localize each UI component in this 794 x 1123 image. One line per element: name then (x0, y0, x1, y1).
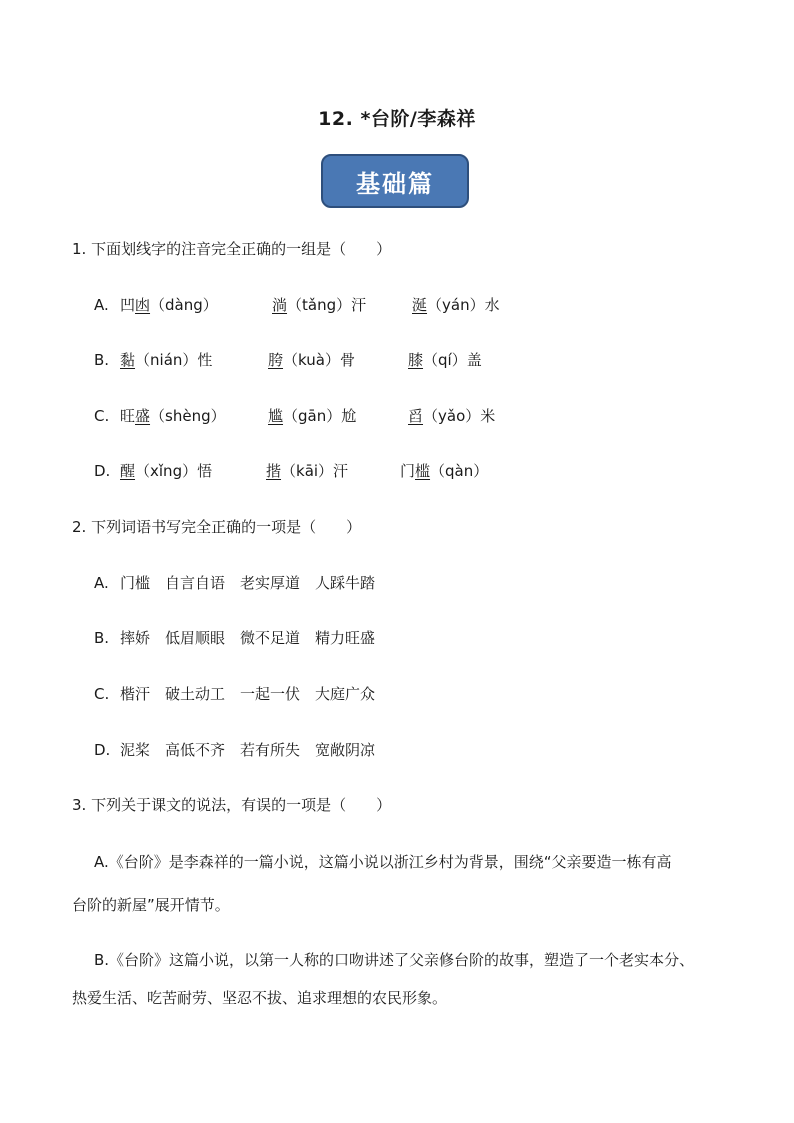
option-text: 摔娇 低眉顺眼 微不足道 精力旺盛 (120, 629, 376, 647)
q3-option-a-line2: 台阶的新屋”展开情节。 (72, 896, 230, 914)
option-item: 淌（tǎng）汗 (272, 296, 367, 314)
section-banner: 基础篇 (321, 154, 469, 208)
option-item: 涎（yán）水 (412, 296, 500, 314)
option-label: B. (94, 629, 110, 647)
option-item: 胯（kuà）骨 (268, 351, 355, 369)
option-item: 醒（xǐng）悟 (120, 462, 213, 480)
q3-option-b-line1: B.《台阶》这篇小说，以第一人称的口吻讲述了父亲修台阶的故事，塑造了一个老实本分、 (94, 951, 695, 969)
option-label: A. (94, 574, 109, 592)
option-text: 楷汗 破土动工 一起一伏 大庭广众 (120, 685, 376, 703)
option-item: 黏（nián）性 (120, 351, 213, 369)
option-label: D. (94, 462, 111, 480)
option-label: C. (94, 685, 110, 703)
q2-stem: 2. 下列词语书写完全正确的一项是（ ） (72, 518, 362, 536)
option-item: 旺盛（shèng） (120, 407, 226, 425)
option-item: 揩（kāi）汗 (266, 462, 349, 480)
option-label: C. (94, 407, 110, 425)
option-text: 泥桨 高低不齐 若有所失 宽敞阴凉 (120, 741, 376, 759)
q1-stem: 1. 下面划线字的注音完全正确的一组是（ ） (72, 240, 392, 258)
option-label: B. (94, 351, 110, 369)
q3-stem: 3. 下列关于课文的说法，有误的一项是（ ） (72, 796, 392, 814)
option-label: A. (94, 296, 109, 314)
option-item: 尴（gān）尬 (268, 407, 357, 425)
option-item: 膝（qí）盖 (408, 351, 482, 369)
q3-option-b-line2: 热爱生活、吃苦耐劳、坚忍不拔、追求理想的农民形象。 (72, 989, 448, 1007)
option-item: 凹凼（dàng） (120, 296, 218, 314)
page-title: 12. *台阶/李森祥 (318, 108, 476, 130)
option-item: 舀（yǎo）米 (408, 407, 496, 425)
option-item: 门槛（qàn） (400, 462, 489, 480)
q3-option-a-line1: A.《台阶》是李森祥的一篇小说，这篇小说以浙江乡村为背景，围绕“父亲要造一栋有高 (94, 853, 672, 871)
option-label: D. (94, 741, 111, 759)
option-text: 门槛 自言自语 老实厚道 人踩牛踏 (120, 574, 376, 592)
